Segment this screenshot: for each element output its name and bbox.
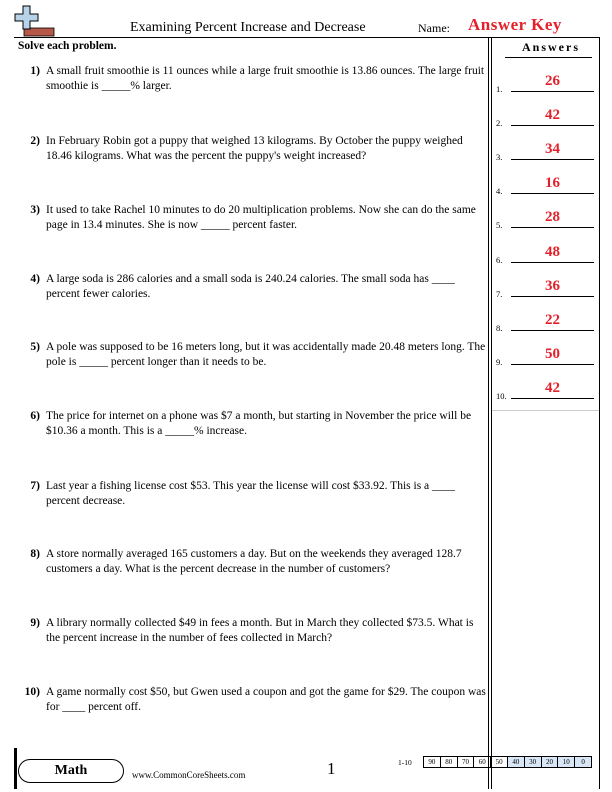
column-divider — [488, 37, 489, 789]
score-cell: 30 — [525, 757, 542, 767]
answer-number: 9. — [496, 357, 503, 367]
answer-line — [511, 159, 594, 160]
answer-number: 3. — [496, 152, 503, 162]
question-text: It used to take Rachel 10 minutes to do 20 multiplication problems. Now she can do the same page in 13.4 minutes. She is now _____ percent faster. — [46, 204, 476, 231]
answers-right-border — [599, 37, 600, 789]
question-number: 8) — [30, 548, 40, 560]
question-number: 9) — [30, 617, 40, 629]
answer-number: 4. — [496, 186, 503, 196]
answer-number: 8. — [496, 323, 503, 333]
answer-number: 10. — [496, 391, 507, 401]
score-cell: 20 — [542, 757, 559, 767]
answer-key-label: Answer Key — [468, 15, 562, 34]
score-range-label: 1-10 — [398, 758, 412, 767]
answers-heading: Answers — [522, 40, 580, 54]
answer-value: 34 — [545, 141, 560, 157]
question-number: 4) — [30, 273, 40, 285]
commoncoresheets-logo — [14, 4, 56, 38]
answer-line — [511, 364, 594, 365]
answer-value: 36 — [545, 278, 560, 294]
answer-number: 2. — [496, 118, 503, 128]
score-cell: 10 — [558, 757, 575, 767]
subject-badge: Math — [18, 759, 124, 783]
column-divider-inner — [491, 37, 492, 789]
answer-value: 50 — [545, 346, 560, 362]
answer-value: 42 — [545, 107, 560, 123]
question-text: A store normally averaged 165 customers a day. But on the weekends they averaged 128.7 customers a day. What is the percent decrease in the number of customers? — [46, 548, 462, 575]
score-cell: 60 — [474, 757, 491, 767]
answer-value: 22 — [545, 312, 560, 328]
answer-value: 26 — [545, 73, 560, 89]
question-number: 1) — [30, 65, 40, 77]
answer-number: 6. — [496, 255, 503, 265]
answer-number: 7. — [496, 289, 503, 299]
footer-left-bar — [14, 748, 17, 789]
answer-line — [511, 330, 594, 331]
header-rule — [14, 37, 600, 38]
question-number: 3) — [30, 204, 40, 216]
score-cell: 0 — [575, 757, 591, 767]
answer-value: 28 — [545, 209, 560, 225]
question-text: Last year a fishing license cost $53. This year the license will cost $33.92. This is a ____ percent decrease. — [46, 480, 456, 507]
question-text: The price for internet on a phone was $7 a month, but starting in November the price will be $10.36 a month. This is a _____% increase. — [46, 410, 472, 437]
answer-number: 1. — [496, 84, 503, 94]
answers-bottom-rule — [492, 410, 599, 411]
score-cell: 90 — [424, 757, 441, 767]
answer-line — [511, 125, 594, 126]
answer-line — [511, 262, 594, 263]
page-title: Examining Percent Increase and Decrease — [130, 20, 366, 35]
score-cell: 40 — [508, 757, 525, 767]
score-table — [423, 756, 592, 768]
question-text: A library normally collected $49 in fees a month. But in March they collected $73.5. What is the percent increase in the number of fees collected in March? — [46, 617, 474, 644]
question-number: 7) — [30, 480, 40, 492]
instructions: Solve each problem. — [18, 40, 117, 52]
name-label: Name: — [418, 21, 450, 35]
score-cell: 80 — [441, 757, 458, 767]
question-text: In February Robin got a puppy that weighed 13 kilograms. By October the puppy weighed 18.46 kilograms. What was the percent the puppy's weight increased? — [46, 135, 463, 162]
answer-value: 16 — [545, 175, 560, 191]
question-text: A pole was supposed to be 16 meters long, but it was accidentally made 20.48 meters long. The pole is _____ percent longer than it needs to be. — [46, 341, 486, 368]
question-number: 10) — [24, 686, 40, 698]
score-cell: 50 — [491, 757, 508, 767]
answer-line — [511, 91, 594, 92]
answer-value: 42 — [545, 380, 560, 396]
answer-line — [511, 398, 594, 399]
answer-number: 5. — [496, 220, 503, 230]
question-number: 6) — [30, 410, 40, 422]
answer-value: 48 — [545, 244, 560, 260]
answer-line — [511, 296, 594, 297]
question-text: A game normally cost $50, but Gwen used a coupon and got the game for $29. The coupon was for ____ percent off. — [46, 686, 486, 713]
page-number: 1 — [327, 759, 336, 778]
question-text: A small fruit smoothie is 11 ounces while a large fruit smoothie is 13.86 ounces. The large fruit smoothie is _____% larger. — [46, 65, 485, 92]
website-link: www.CommonCoreSheets.com — [132, 770, 246, 780]
question-text: A large soda is 286 calories and a small soda is 240.24 calories. The small soda has ____ percent fewer calories. — [46, 273, 455, 300]
answer-line — [511, 227, 594, 228]
answers-heading-rule — [505, 57, 592, 58]
question-number: 2) — [30, 135, 40, 147]
question-number: 5) — [30, 341, 40, 353]
score-cell: 70 — [458, 757, 475, 767]
answer-line — [511, 193, 594, 194]
